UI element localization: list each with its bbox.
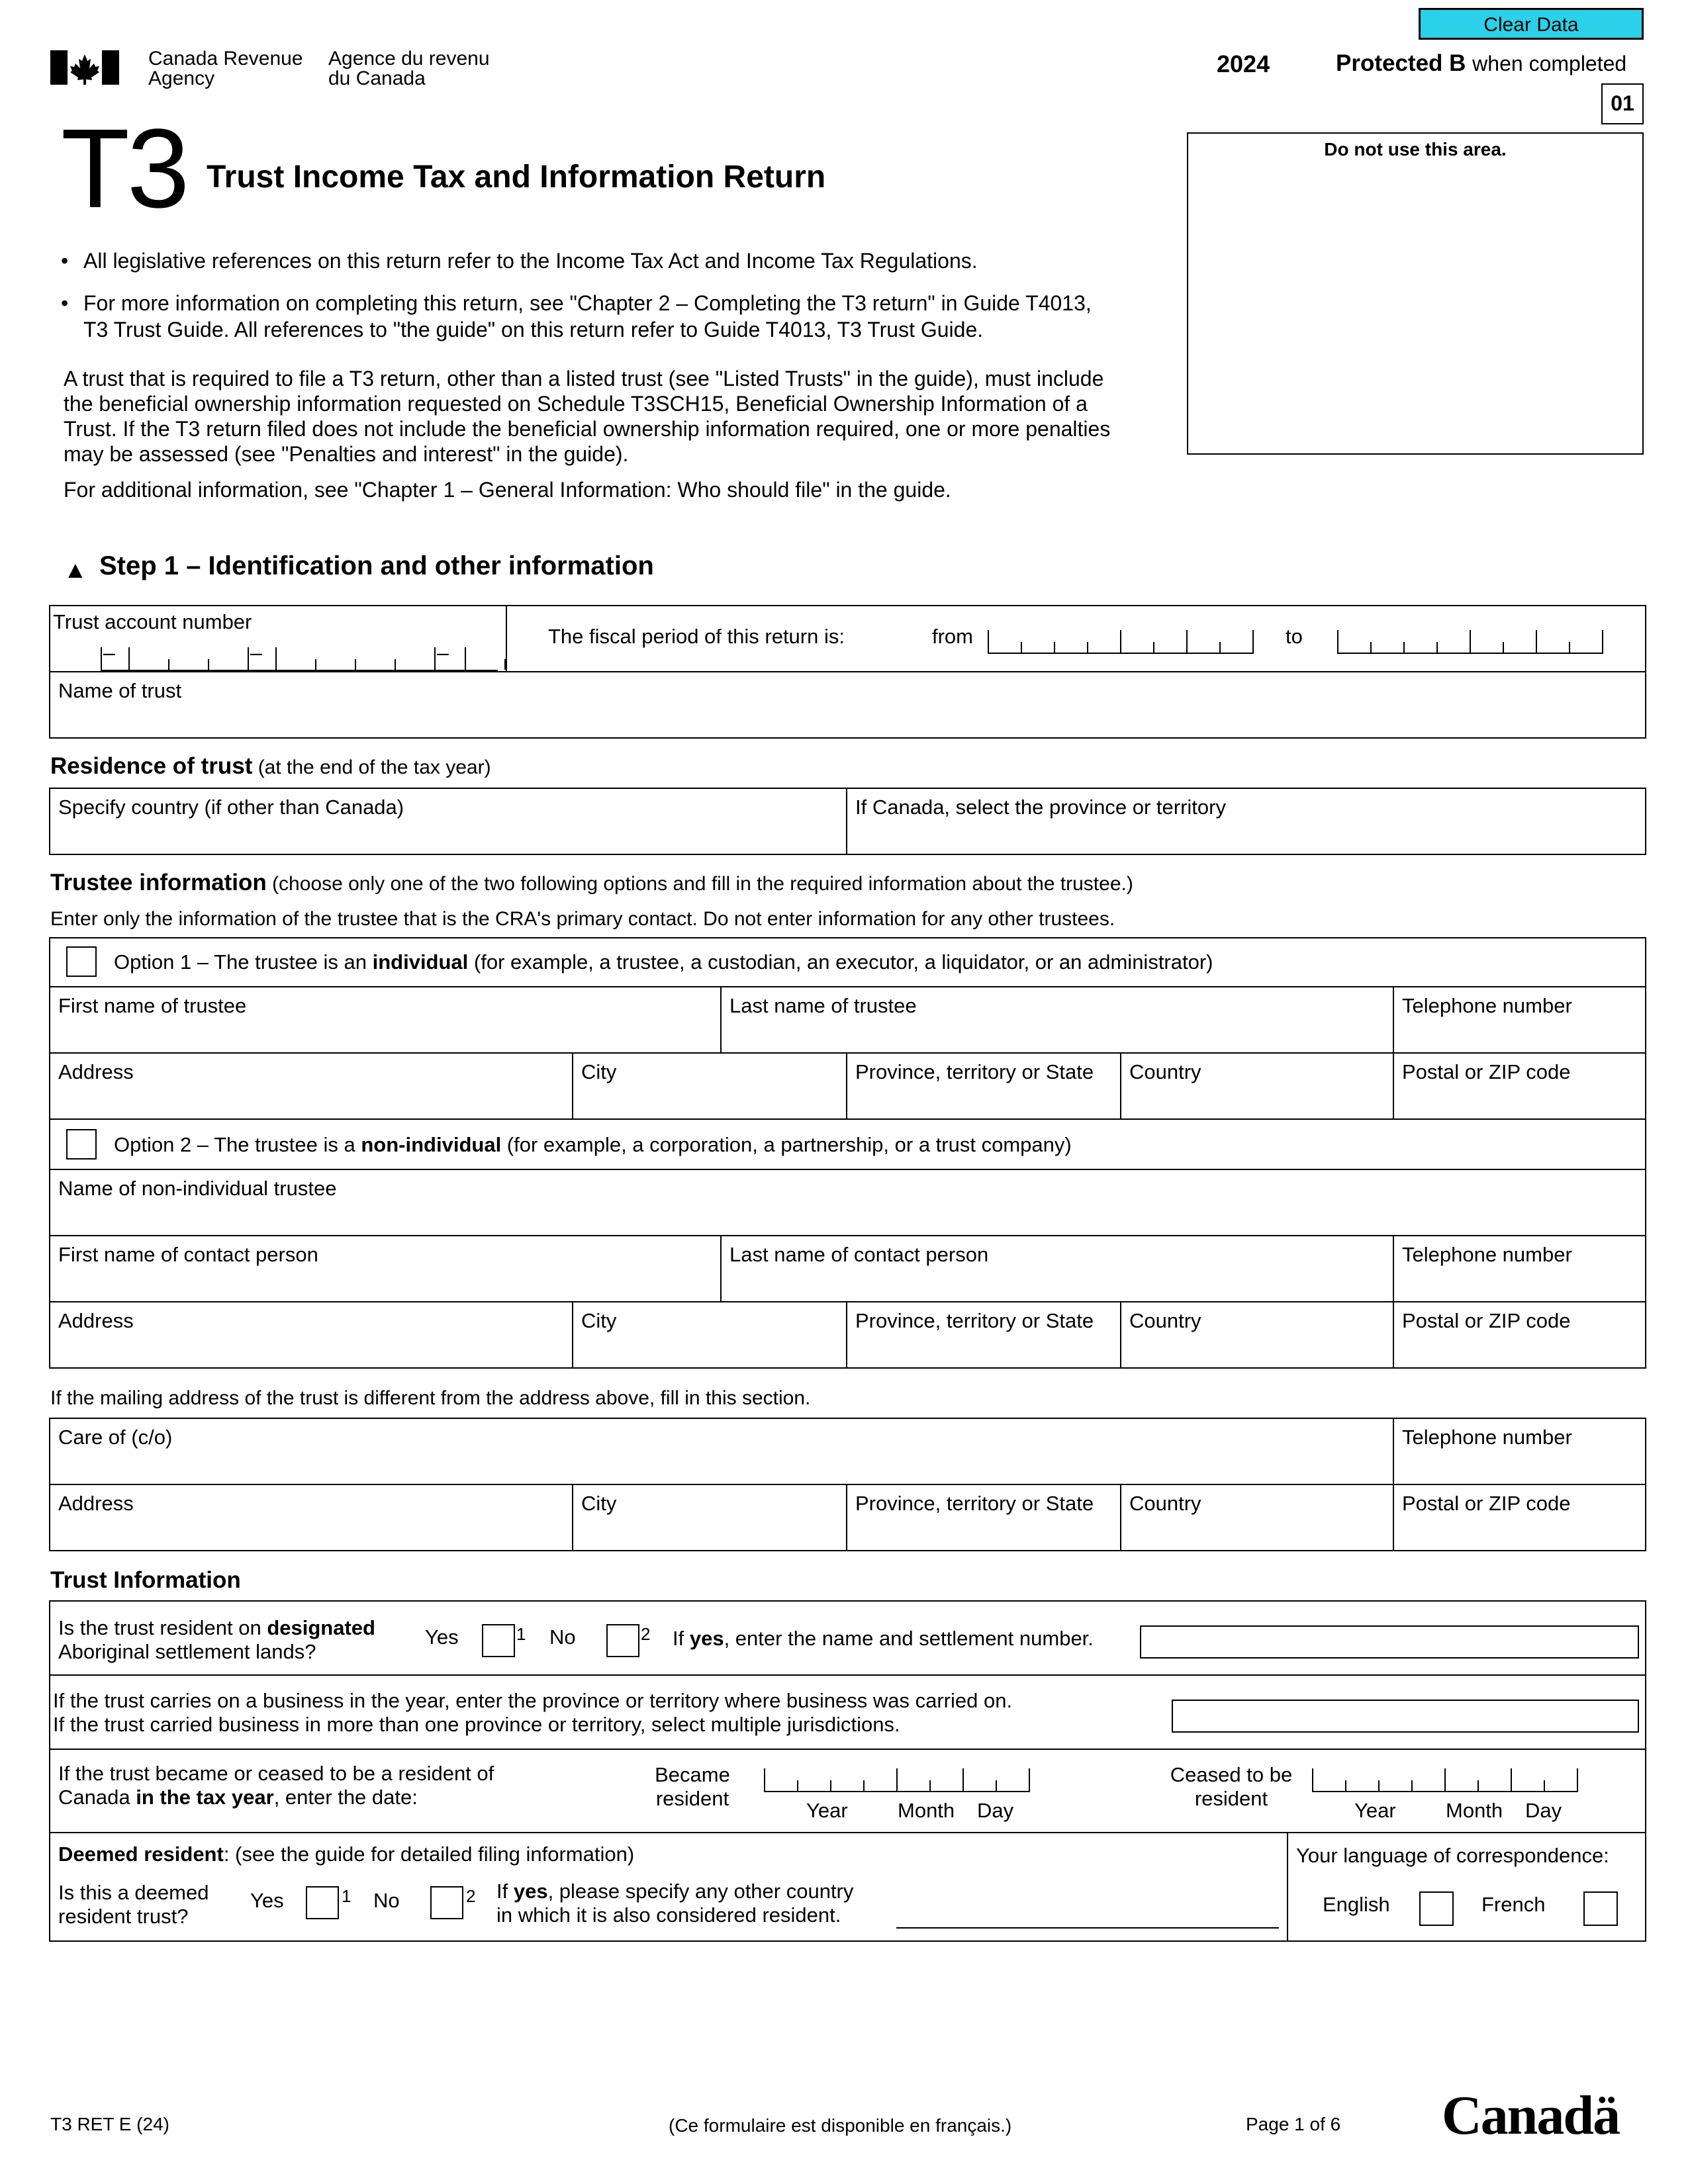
do-not-use-label: Do not use this area.: [1324, 139, 1507, 159]
business-q-line1: If the trust carries on a business in the year, enter the province or territory where business was carried on.: [53, 1689, 1013, 1712]
ceased-year-label: Year: [1354, 1799, 1396, 1822]
settlement-name-input[interactable]: [1140, 1625, 1639, 1659]
trustee-telephone-label: Telephone number: [1402, 994, 1572, 1017]
protected-b-label: [1336, 50, 1626, 77]
contact-last-name-label: Last name of contact person: [729, 1243, 989, 1266]
designated-q-line2: Aboriginal settlement lands?: [58, 1640, 316, 1663]
option2-post: (for example, a corporation, a partnership, or a trust company): [501, 1133, 1072, 1156]
residence-province-label: If Canada, select the province or territory: [855, 796, 1226, 819]
trust-account-label: Trust account number: [53, 610, 252, 633]
contact-country-label: Country: [1129, 1309, 1201, 1332]
option2-bold: non-individual: [361, 1133, 502, 1156]
french-availability-note: (Ce formulaire est disponible en français.): [669, 2115, 1012, 2136]
intro-bullet-2-line1: For more information on completing this return, see "Chapter 2 – Completing the T3 return" in Guide T4013,: [83, 291, 1092, 315]
mailing-address-field[interactable]: [49, 1484, 573, 1551]
residence-country-label: Specify country (if other than Canada): [58, 796, 404, 819]
form-id: T3 RET E (24): [50, 2114, 169, 2134]
trust-info-heading: Trust Information: [50, 1567, 241, 1593]
non-individual-name-label: Name of non-individual trustee: [58, 1177, 337, 1200]
contact-telephone-field[interactable]: [1393, 1235, 1646, 1302]
designated-yes-code: 1: [516, 1624, 526, 1644]
option1-post: (for example, a trustee, a custodian, an executor, a liquidator, or an administrator): [468, 950, 1213, 974]
trustee-last-name-label: Last name of trustee: [729, 994, 917, 1017]
contact-city-field[interactable]: [572, 1301, 847, 1369]
designated-q-pre: Is the trust resident on: [58, 1616, 267, 1639]
contact-first-name-label: First name of contact person: [58, 1243, 318, 1266]
mailing-postal-field[interactable]: [1393, 1484, 1646, 1551]
mailing-telephone-field[interactable]: [1393, 1418, 1646, 1485]
residence-heading-bold: Residence of trust: [50, 753, 253, 779]
english-label: English: [1323, 1893, 1390, 1916]
designated-if-pre: If: [673, 1627, 690, 1650]
care-of-field[interactable]: [49, 1418, 1394, 1485]
deemed-country-input[interactable]: [896, 1927, 1279, 1929]
ceased-line2: resident: [1194, 1787, 1268, 1810]
designated-q-line1: [58, 1616, 375, 1640]
fiscal-to-date[interactable]: [1337, 621, 1603, 654]
trustee-country-label: Country: [1129, 1060, 1201, 1083]
language-label: Your language of correspondence:: [1296, 1844, 1609, 1867]
trustee-city-label: City: [581, 1060, 617, 1083]
mailing-telephone-label: Telephone number: [1402, 1426, 1572, 1449]
deemed-yes-checkbox[interactable]: [306, 1886, 339, 1919]
residency-q-post: , enter the date:: [273, 1786, 418, 1809]
residency-change-row: [49, 1749, 1646, 1833]
trustee-heading: [50, 870, 1133, 896]
option1-bold: individual: [372, 950, 469, 974]
canada-wordmark: Canadä: [1442, 2085, 1620, 2146]
became-resident-date[interactable]: [764, 1759, 1030, 1792]
option2-checkbox[interactable]: [66, 1129, 97, 1160]
contact-postal-field[interactable]: [1393, 1301, 1646, 1369]
designated-q-bold: designated: [267, 1616, 375, 1639]
deemed-no-code: 2: [466, 1886, 476, 1906]
deemed-no-label: No: [373, 1889, 400, 1912]
clear-data-button[interactable]: [1419, 8, 1644, 40]
agency-fr-line1: Agence du revenu: [328, 48, 490, 69]
designated-no-label: No: [549, 1625, 576, 1649]
option1-pre: Option 1 – The trustee is an: [114, 950, 373, 974]
trustee-heading-note: (choose only one of the two following options and fill in the required information about the trustee.): [266, 873, 1133, 895]
mailing-address-label: Address: [58, 1492, 134, 1515]
designated-yes-checkbox[interactable]: [482, 1624, 515, 1657]
contact-address-label: Address: [58, 1309, 134, 1332]
trustee-last-name-field[interactable]: [720, 986, 1394, 1054]
english-checkbox[interactable]: [1419, 1891, 1454, 1926]
deemed-if-line1: [496, 1880, 853, 1903]
step1-heading: [99, 551, 654, 581]
contact-province-label: Province, territory or State: [855, 1309, 1094, 1332]
name-of-trust-field[interactable]: [49, 671, 1646, 739]
ceased-day-label: Day: [1525, 1799, 1562, 1822]
step1-heading-bold: Step 1: [99, 551, 179, 580]
mailing-country-field[interactable]: [1120, 1484, 1394, 1551]
contact-city-label: City: [581, 1309, 617, 1332]
tax-year: 2024: [1217, 50, 1270, 77]
form-code: T3: [61, 106, 187, 232]
residence-country-field[interactable]: [49, 788, 847, 855]
deemed-if-pre: If: [496, 1880, 514, 1903]
deemed-yes-label: Yes: [250, 1889, 284, 1912]
do-not-use-area: [1187, 132, 1644, 455]
option2-pre: Option 2 – The trustee is a: [114, 1133, 361, 1156]
clear-data-label: Clear Data: [1483, 14, 1579, 36]
intro-para-1-line2: the beneficial ownership information requested on Schedule T3SCH15, Beneficial Ownership Information of a: [64, 392, 1088, 416]
mailing-province-field[interactable]: [846, 1484, 1121, 1551]
residency-q-pre: Canada: [58, 1786, 136, 1809]
trustee-first-name-label: First name of trustee: [58, 994, 247, 1017]
canada-flag-icon: [50, 50, 119, 85]
deemed-heading-note: : (see the guide for detailed filing information): [223, 1843, 635, 1866]
option2-text: [114, 1133, 1072, 1157]
intro-para-1-line1: A trust that is required to file a T3 return, other than a listed trust (see "Listed Trusts" in the guide), must include: [64, 367, 1104, 390]
business-province-row: [49, 1674, 1646, 1750]
contact-telephone-label: Telephone number: [1402, 1243, 1572, 1266]
trustee-heading-bold: Trustee information: [50, 870, 267, 895]
contact-first-name-field[interactable]: [49, 1235, 722, 1302]
designated-no-checkbox[interactable]: [606, 1624, 639, 1657]
deemed-heading-bold: Deemed resident: [58, 1843, 224, 1866]
trustee-province-label: Province, territory or State: [855, 1060, 1094, 1083]
mailing-instruction: If the mailing address of the trust is different from the address above, fill in this section.: [50, 1387, 811, 1409]
deemed-yes-code: 1: [342, 1886, 352, 1906]
residence-heading: [50, 753, 491, 780]
agency-fr-line2: du Canada: [328, 68, 426, 89]
ceased-month-label: Month: [1446, 1799, 1503, 1822]
agency-en-line1: Canada Revenue: [148, 48, 303, 69]
became-year-label: Year: [806, 1799, 848, 1822]
form-title: Trust Income Tax and Information Return: [207, 159, 826, 195]
form-code-box: [1601, 83, 1644, 124]
intro-para-1-line3: Trust. If the T3 return filed does not include the beneficial ownership information required, one or more penalties: [64, 417, 1111, 441]
option1-text: [114, 950, 1213, 974]
mailing-postal-label: Postal or ZIP code: [1402, 1492, 1571, 1515]
trustee-address-label: Address: [58, 1060, 134, 1083]
option2-row: [49, 1118, 1646, 1170]
residency-q-line2: [58, 1786, 418, 1809]
fiscal-to-label: to: [1286, 625, 1303, 648]
trustee-city-field[interactable]: [572, 1052, 847, 1120]
deemed-no-checkbox[interactable]: [430, 1886, 463, 1919]
designated-lands-row: [49, 1600, 1646, 1676]
intro-para-2: For additional information, see "Chapter 1 – General Information: Who should file" in the guide.: [64, 478, 951, 502]
fiscal-from-label: from: [932, 625, 973, 648]
trustee-postal-label: Postal or ZIP code: [1402, 1060, 1571, 1083]
deemed-q-line2: resident trust?: [58, 1905, 189, 1928]
deemed-q-line1: Is this a deemed: [58, 1881, 209, 1904]
designated-if-bold: yes: [689, 1627, 724, 1650]
mailing-province-label: Province, territory or State: [855, 1492, 1094, 1515]
designated-if-yes: [673, 1627, 1094, 1651]
trustee-address-field[interactable]: [49, 1052, 573, 1120]
business-q-line2: If the trust carried business in more than one province or territory, select multiple jurisdictions.: [53, 1713, 900, 1736]
residency-q-bold: in the tax year: [136, 1786, 274, 1809]
non-individual-name-field[interactable]: [49, 1169, 1646, 1236]
designated-if-post: , enter the name and settlement number.: [724, 1627, 1094, 1650]
protected-suffix: when completed: [1472, 52, 1627, 75]
trustee-instruction: Enter only the information of the trustee that is the CRA's primary contact. Do not enter information for any other trustees.: [50, 908, 1115, 930]
intro-bullet-2-line2: T3 Trust Guide. All references to "the guide" on this return refer to Guide T4013, T3 Trust Guide.: [83, 318, 984, 341]
designated-yes-label: Yes: [425, 1625, 459, 1649]
trustee-telephone-field[interactable]: [1393, 986, 1646, 1054]
deemed-if-line2: in which it is also considered resident.: [496, 1903, 841, 1927]
trust-account-cell[interactable]: Trust account number – – –: [49, 605, 507, 672]
trustee-country-field[interactable]: [1120, 1052, 1394, 1120]
ceased-line1: Ceased to be: [1170, 1763, 1293, 1786]
form-code-box-text: 01: [1611, 91, 1634, 115]
name-of-trust-label: Name of trust: [58, 679, 182, 702]
option1-checkbox[interactable]: [66, 946, 97, 977]
trustee-province-field[interactable]: [846, 1052, 1121, 1120]
contact-province-field[interactable]: [846, 1301, 1121, 1369]
care-of-label: Care of (c/o): [58, 1426, 173, 1449]
french-checkbox[interactable]: [1583, 1891, 1618, 1926]
fiscal-period-cell: [506, 605, 1646, 672]
contact-postal-label: Postal or ZIP code: [1402, 1309, 1571, 1332]
step1-heading-rest: – Identification and other information: [179, 551, 654, 580]
designated-no-code: 2: [641, 1624, 651, 1644]
french-label: French: [1481, 1893, 1546, 1916]
contact-address-field[interactable]: [49, 1301, 573, 1369]
trustee-postal-field[interactable]: [1393, 1052, 1646, 1120]
deemed-if-bold: yes: [513, 1880, 548, 1903]
fiscal-from-date[interactable]: [988, 621, 1254, 654]
intro-para-1-line4: may be assessed (see "Penalties and interest" in the guide).: [64, 442, 629, 466]
option1-row: [49, 937, 1646, 987]
protected-b: Protected B: [1336, 50, 1466, 76]
agency-en-line2: Agency: [148, 68, 215, 89]
bullet-2-marker: •: [61, 291, 69, 315]
step1-arrow-icon: ▲: [64, 556, 87, 583]
intro-bullet-1: All legislative references on this return refer to the Income Tax Act and Income Tax Regulations.: [83, 249, 978, 273]
contact-last-name-field[interactable]: [720, 1235, 1394, 1302]
bullet-1-marker: •: [61, 249, 69, 273]
became-day-label: Day: [977, 1799, 1014, 1822]
language-cell: [1287, 1832, 1646, 1942]
mailing-city-field[interactable]: [572, 1484, 847, 1551]
business-jurisdiction-select[interactable]: [1172, 1700, 1639, 1733]
became-month-label: Month: [898, 1799, 955, 1822]
residence-province-select[interactable]: [846, 788, 1646, 855]
residence-heading-note: (at the end of the tax year): [252, 756, 491, 778]
trustee-first-name-field[interactable]: [49, 986, 722, 1054]
mailing-city-label: City: [581, 1492, 617, 1515]
page-number: Page 1 of 6: [1246, 2114, 1341, 2134]
became-line2: resident: [655, 1787, 729, 1810]
ceased-resident-date[interactable]: [1312, 1759, 1578, 1792]
residency-q-line1: If the trust became or ceased to be a resident of: [58, 1762, 494, 1785]
deemed-resident-cell: [49, 1832, 1288, 1942]
became-line1: Became: [655, 1763, 730, 1786]
deemed-heading: [58, 1843, 634, 1866]
mailing-country-label: Country: [1129, 1492, 1201, 1515]
fiscal-period-label: The fiscal period of this return is:: [548, 625, 845, 648]
contact-country-field[interactable]: [1120, 1301, 1394, 1369]
deemed-if-post: , please specify any other country: [547, 1880, 854, 1903]
